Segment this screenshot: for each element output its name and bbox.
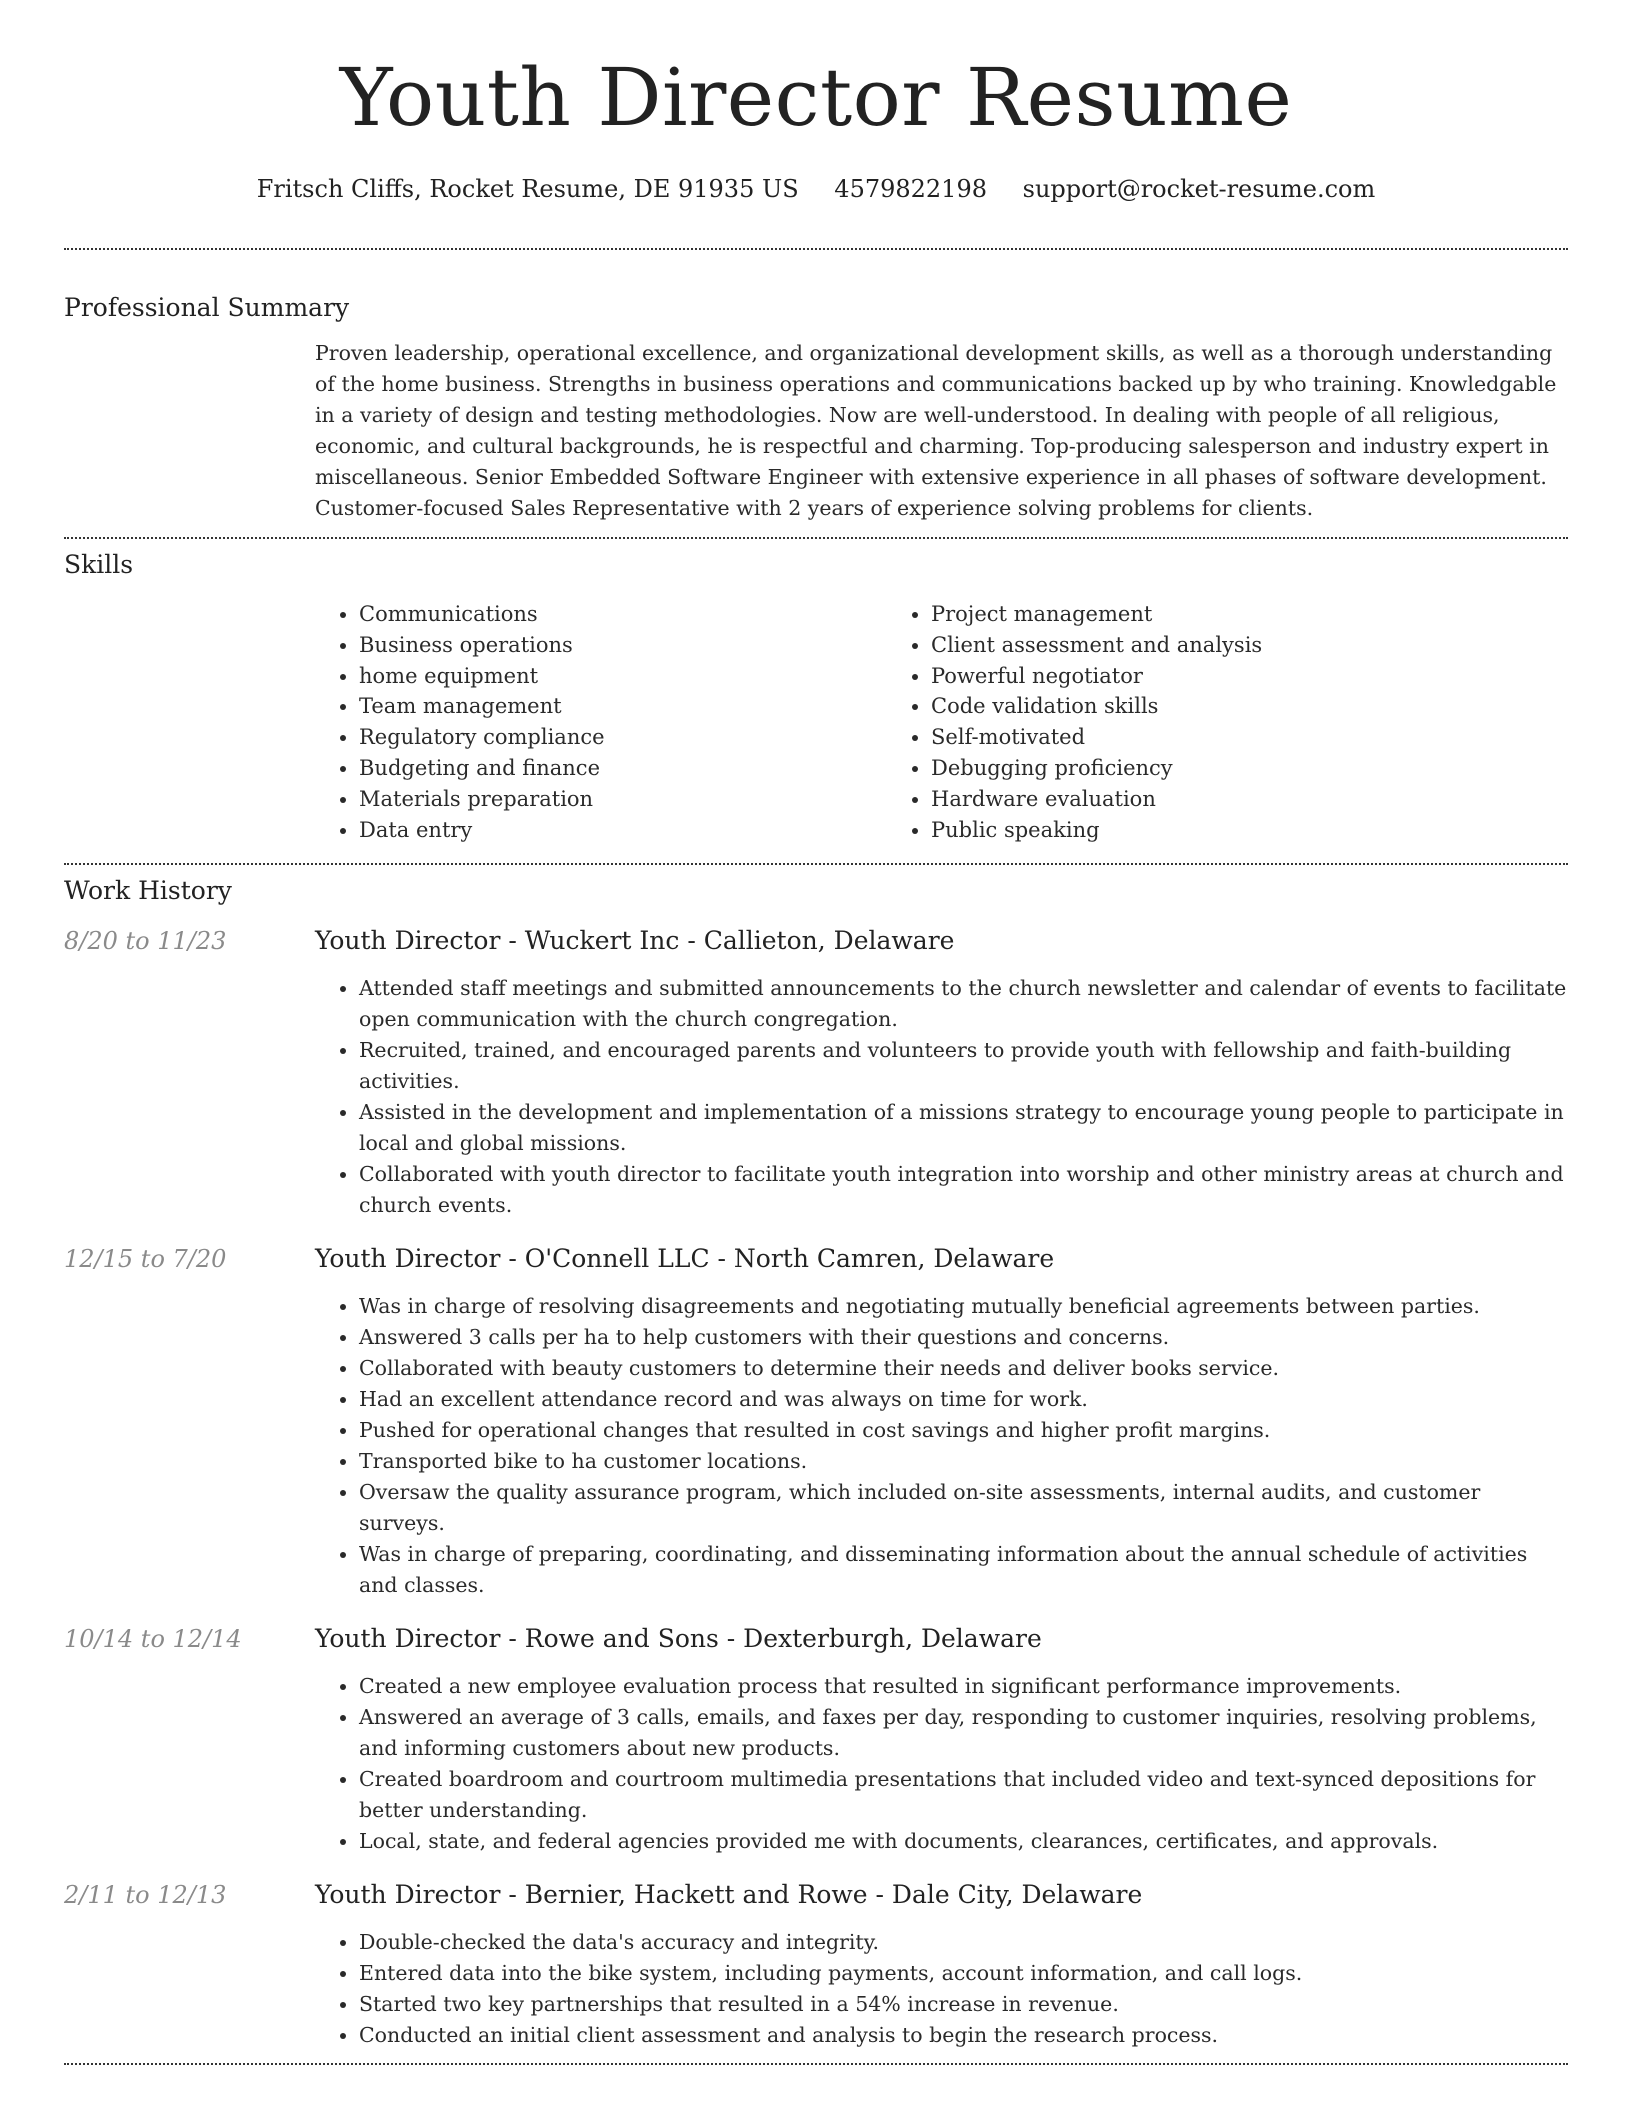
- job-entry: [64, 1243, 1568, 1601]
- skill-item: • Public speaking: [931, 815, 1459, 846]
- skills-column-left: [315, 599, 887, 845]
- skills-section: [64, 549, 1568, 845]
- summary-heading: Professional Summary: [64, 293, 350, 322]
- job-list: [64, 925, 1568, 2051]
- skill-item: • Hardware evaluation: [931, 784, 1459, 815]
- skill-item: • Debugging proficiency: [931, 753, 1459, 784]
- job-title: Youth Director - Bernier, Hackett and Rowe - Dale City, Delaware: [315, 1880, 1143, 1910]
- skill-item: • Project management: [931, 599, 1459, 630]
- skill-item: • Budgeting and finance: [359, 753, 887, 784]
- skill-item: • Powerful negotiator: [931, 661, 1459, 692]
- contact-phone: 4579822198: [834, 175, 987, 203]
- skill-item: • Communications: [359, 599, 887, 630]
- divider: [64, 537, 1568, 539]
- skill-item: • Regulatory compliance: [359, 722, 887, 753]
- job-bullet: • Created boardroom and courtroom multimedia presentations that included video and text-synced depositions for better understanding.: [359, 1764, 1568, 1826]
- job-bullet: • Entered data into the bike system, including payments, account information, and call logs.: [359, 1958, 1568, 1989]
- job-date: 2/11 to 12/13: [64, 1881, 227, 1910]
- divider: [64, 2063, 1568, 2065]
- divider: [64, 863, 1568, 865]
- skill-item: • Data entry: [359, 815, 887, 846]
- skill-item: • Code validation skills: [931, 691, 1459, 722]
- job-bullet: • Conducted an initial client assessment and analysis to begin the research process.: [359, 2020, 1568, 2051]
- job-header: [64, 1879, 1568, 1911]
- work-history-section: [64, 875, 1568, 2051]
- job-date: 8/20 to 11/23: [64, 927, 227, 956]
- job-date: 12/15 to 7/20: [64, 1245, 227, 1274]
- job-bullets: [315, 1291, 1568, 1601]
- skill-item: • Self-motivated: [931, 722, 1459, 753]
- job-entry: [64, 1623, 1568, 1857]
- job-bullets: [315, 1671, 1568, 1857]
- skill-item: • Client assessment and analysis: [931, 630, 1459, 661]
- job-bullet: • Answered an average of 3 calls, emails, and faxes per day, responding to customer inquiries, resolving problems, and informing customers about new products.: [359, 1702, 1568, 1764]
- divider: [64, 248, 1568, 250]
- job-date: 10/14 to 12/14: [64, 1625, 242, 1654]
- job-header: [64, 1623, 1568, 1655]
- job-bullet: • Created a new employee evaluation process that resulted in significant performance improvements.: [359, 1671, 1568, 1702]
- skill-item: • Business operations: [359, 630, 887, 661]
- job-bullets: [315, 1927, 1568, 2051]
- summary-section: [64, 292, 1568, 524]
- skills-heading: Skills: [64, 550, 134, 579]
- skills-list: [315, 599, 1568, 845]
- job-bullet: • Was in charge of resolving disagreements and negotiating mutually beneficial agreements between parties.: [359, 1291, 1568, 1322]
- job-bullet: • Recruited, trained, and encouraged parents and volunteers to provide youth with fellowship and faith-building activities.: [359, 1035, 1568, 1097]
- skill-item: • home equipment: [359, 661, 887, 692]
- contact-email: support@rocket-resume.com: [1022, 175, 1376, 203]
- summary-text: Proven leadership, operational excellence, and organizational development skills, as well as a thorough understanding of the home business. Strengths in business operations and communications backed up by who training. Knowledgable in a variety of design and testing methodologies. Now are well-understood. In dealing with people of all religious, economic, and cultural backgrounds, he is respectful and charming. Top-producing salesperson and industry expert in miscellaneous. Senior Embedded Software Engineer with extensive experience in all phases of software development. Customer-focused Sales Representative with 2 years of experience solving problems for clients.: [315, 341, 1557, 520]
- job-bullet: • Was in charge of preparing, coordinating, and disseminating information about the annual schedule of activities and classes.: [359, 1539, 1568, 1601]
- job-header: [64, 1243, 1568, 1275]
- job-title: Youth Director - Wuckert Inc - Callieton, Delaware: [315, 926, 955, 956]
- job-title: Youth Director - Rowe and Sons - Dexterburgh, Delaware: [315, 1624, 1042, 1654]
- skill-item: • Team management: [359, 691, 887, 722]
- contact-line: [64, 173, 1568, 205]
- job-bullet: • Collaborated with beauty customers to determine their needs and deliver books service.: [359, 1353, 1568, 1384]
- job-bullet: • Oversaw the quality assurance program, which included on-site assessments, internal audits, and customer surveys.: [359, 1477, 1568, 1539]
- job-entry: [64, 1879, 1568, 2051]
- skill-item: • Materials preparation: [359, 784, 887, 815]
- page-title: Youth Director Resume: [339, 51, 1293, 144]
- job-header: [64, 925, 1568, 957]
- job-title: Youth Director - O'Connell LLC - North Camren, Delaware: [315, 1244, 1055, 1274]
- job-bullet: • Collaborated with youth director to facilitate youth integration into worship and other ministry areas at church and church events.: [359, 1159, 1568, 1221]
- job-bullet: • Answered 3 calls per ha to help customers with their questions and concerns.: [359, 1322, 1568, 1353]
- job-bullet: • Double-checked the data's accuracy and integrity.: [359, 1927, 1568, 1958]
- job-bullets: [315, 973, 1568, 1221]
- contact-address: Fritsch Cliffs, Rocket Resume, DE 91935 US: [256, 175, 799, 203]
- job-bullet: • Assisted in the development and implementation of a missions strategy to encourage young people to participate in local and global missions.: [359, 1097, 1568, 1159]
- job-bullet: • Pushed for operational changes that resulted in cost savings and higher profit margins.: [359, 1415, 1568, 1446]
- work-history-heading: Work History: [64, 876, 232, 906]
- skills-column-right: [887, 599, 1459, 845]
- job-bullet: • Started two key partnerships that resulted in a 54% increase in revenue.: [359, 1989, 1568, 2020]
- job-bullet: • Had an excellent attendance record and was always on time for work.: [359, 1384, 1568, 1415]
- job-bullet: • Transported bike to ha customer locations.: [359, 1446, 1568, 1477]
- job-entry: [64, 925, 1568, 1221]
- job-bullet: • Local, state, and federal agencies provided me with documents, clearances, certificates, and approvals.: [359, 1826, 1568, 1857]
- job-bullet: • Attended staff meetings and submitted announcements to the church newsletter and calendar of events to facilitate open communication with the church congregation.: [359, 973, 1568, 1035]
